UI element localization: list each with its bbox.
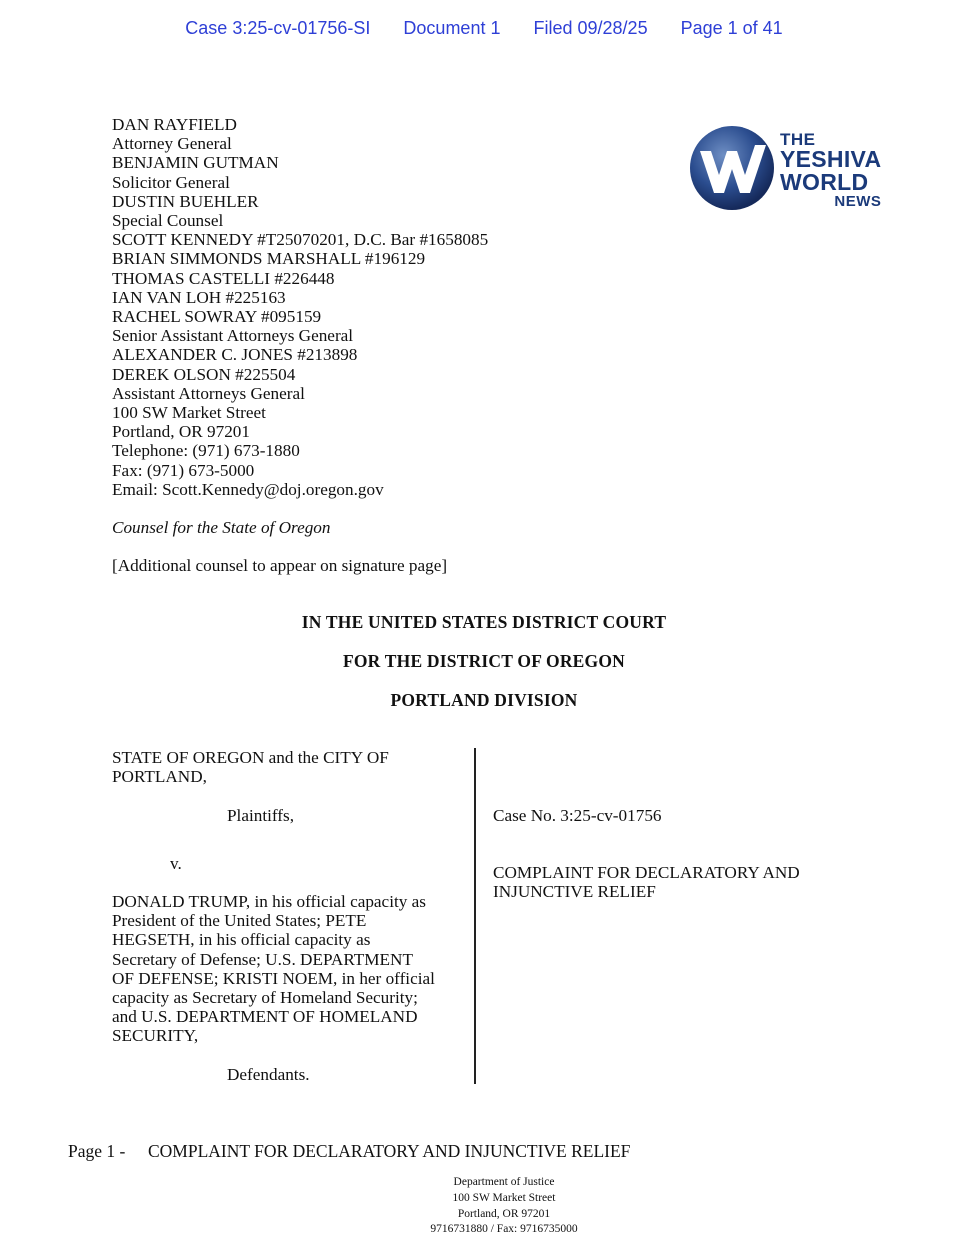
doj-line: 9716731880 / Fax: 9716735000 [430,1223,578,1236]
doj-address-block [384,1175,624,1238]
counsel-line: IAN VAN LOH #225163 [112,287,286,307]
counsel-line: Attorney General [112,134,232,154]
doj-line: 100 SW Market Street [452,1191,556,1204]
defendants-line: HEGSETH, in his official capacity as [112,930,371,950]
court-division: PORTLAND DIVISION [390,690,578,710]
plaintiffs-line: STATE OF OREGON and the CITY OF [112,748,389,767]
defendants-names [112,892,435,1046]
defendants-line: capacity as Secretary of Homeland Security; [112,988,418,1008]
counsel-line: Telephone: (971) 673-1880 [112,441,300,461]
counsel-line: Portland, OR 97201 [112,422,250,442]
defendants-line: President of the United States; PETE [112,911,367,931]
header-document-number: Document 1 [403,18,501,38]
counsel-block [112,115,488,575]
caption-divider [474,748,476,1084]
complaint-title-line: INJUNCTIVE RELIEF [493,882,656,902]
counsel-line: Special Counsel [112,211,224,231]
defendants-line: Secretary of Defense; U.S. DEPARTMENT [112,949,413,969]
counsel-line: SCOTT KENNEDY #T25070201, D.C. Bar #1658085 [112,230,489,250]
additional-counsel-note: [Additional counsel to appear on signature page] [112,556,448,576]
versus-label: v. [170,854,182,873]
counsel-line: Assistant Attorneys General [112,383,305,403]
defendants-line: DONALD TRUMP, in his official capacity as [112,892,426,911]
footer-title: COMPLAINT FOR DECLARATORY AND INJUNCTIVE RELIEF [148,1141,631,1161]
counsel-line: DUSTIN BUEHLER [112,191,259,211]
defendants-line: OF DEFENSE; KRISTI NOEM, in her official [112,968,435,988]
counsel-line: BRIAN SIMMONDS MARSHALL #196129 [112,249,426,269]
logo-text-the: THE [780,130,816,149]
plaintiffs-line: PORTLAND, [112,767,207,787]
logo-text-world: WORLD [780,169,869,195]
header-filed-date: Filed 09/28/25 [533,18,648,38]
plaintiffs-names [112,748,389,786]
ecf-header [0,18,968,39]
counsel-for: Counsel for the State of Oregon [112,518,331,538]
counsel-line: Fax: (971) 673-5000 [112,460,255,480]
complaint-title-line: COMPLAINT FOR DECLARATORY AND [493,863,800,882]
counsel-email: Email: Scott.Kennedy@doj.oregon.gov [112,479,384,499]
counsel-line: DAN RAYFIELD [112,115,237,134]
defendants-line: and U.S. DEPARTMENT OF HOMELAND [112,1007,418,1027]
plaintiffs-label: Plaintiffs, [227,806,295,825]
logo-text-news: NEWS [834,193,882,210]
counsel-line: DEREK OLSON #225504 [112,364,296,384]
court-district: FOR THE DISTRICT OF OREGON [342,651,625,671]
defendants-line: SECURITY, [112,1026,199,1046]
header-page-count: Page 1 of 41 [680,18,783,38]
court-name: IN THE UNITED STATES DISTRICT COURT [301,612,667,632]
logo-wordmark [780,131,881,209]
footer-page-label: Page 1 - [68,1141,126,1161]
counsel-line: ALEXANDER C. JONES #213898 [112,345,358,365]
yeshiva-world-news-logo [688,123,888,213]
counsel-line: BENJAMIN GUTMAN [112,153,279,173]
doj-line: Department of Justice [453,1176,555,1188]
counsel-line: Senior Assistant Attorneys General [112,326,354,346]
case-number: Case No. 3:25-cv-01756 [493,806,662,825]
counsel-line: THOMAS CASTELLI #226448 [112,268,335,288]
doj-line: Portland, OR 97201 [457,1207,551,1220]
header-case-number: Case 3:25-cv-01756-SI [185,18,371,38]
complaint-title [493,863,800,901]
page-footer [68,1141,630,1162]
counsel-line: 100 SW Market Street [112,403,266,423]
logo-w-globe-icon [688,123,778,213]
counsel-line: RACHEL SOWRAY #095159 [112,307,322,327]
defendants-label: Defendants. [227,1065,310,1084]
logo-text-yeshiva: YESHIVA [780,146,882,172]
counsel-line: Solicitor General [112,172,230,192]
